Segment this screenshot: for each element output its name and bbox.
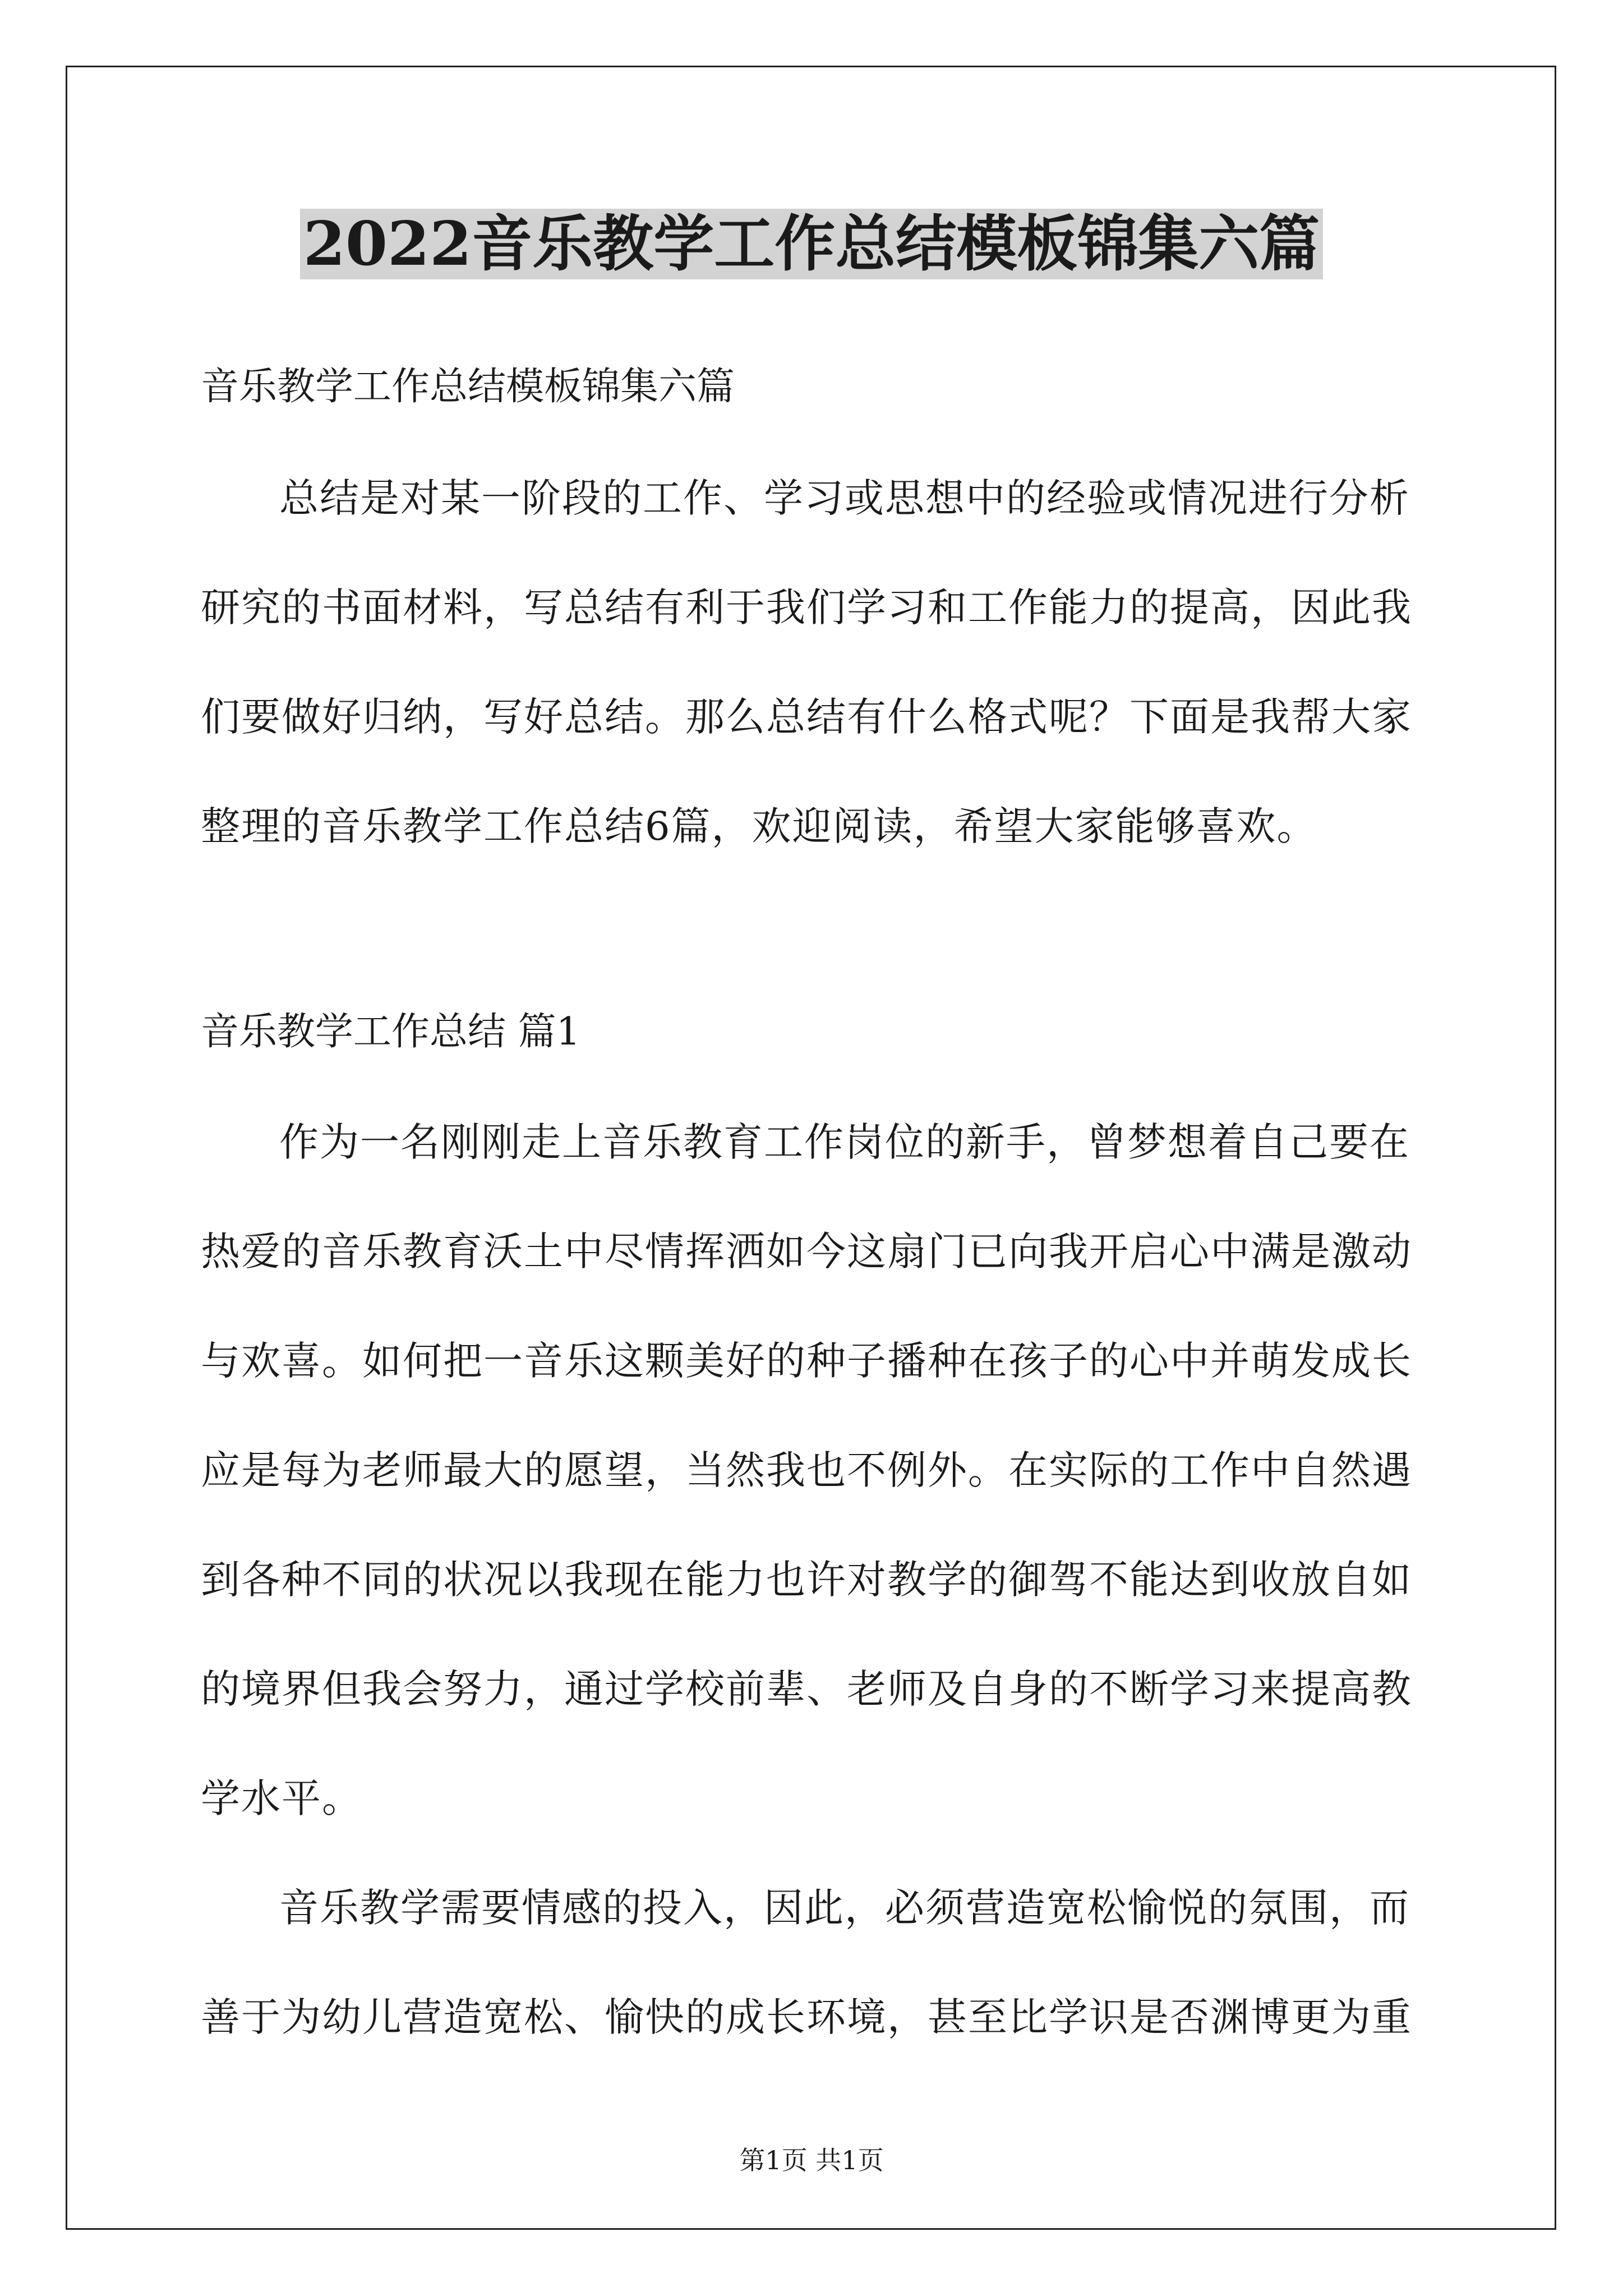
section-heading: 音乐教学工作总结 篇1 [201,1010,580,1054]
section-para1-line-7: 学水平。 [201,1775,362,1821]
intro-line-3: 们要做好归纳，写好总结。那么总结有什么格式呢？下面是我帮大家 [201,694,1412,740]
document-subtitle: 音乐教学工作总结模板锦集六篇 [201,365,735,409]
section-para1-line-5: 到各种不同的状况以我现在能力也许对教学的御驾不能达到收放自如 [201,1557,1412,1603]
section-para1-line-4: 应是每为老师最大的愿望，当然我也不例外。在实际的工作中自然遇 [201,1447,1412,1493]
section-para1-line-2: 热爱的音乐教育沃土中尽情挥洒如今这扇门已向我开启心中满是激动 [201,1228,1412,1274]
intro-line-1: 总结是对某一阶段的工作、学习或思想中的经验或情况进行分析 [279,475,1410,521]
section-para2-line-1: 音乐教学需要情感的投入，因此，必须营造宽松愉悦的氛围，而 [279,1885,1410,1931]
section-para1-line-6: 的境界但我会努力，通过学校前辈、老师及自身的不断学习来提高教 [201,1666,1412,1712]
section-para1-line-3: 与欢喜。如何把一音乐这颗美好的种子播种在孩子的心中并萌发成长 [201,1338,1412,1384]
intro-line-2: 研究的书面材料，写总结有利于我们学习和工作能力的提高，因此我 [201,585,1412,631]
section-para2-line-2: 善于为幼儿营造宽松、愉快的成长环境，甚至比学识是否渊博更为重 [201,1994,1412,2040]
intro-line-4: 整理的音乐教学工作总结6篇，欢迎阅读，希望大家能够喜欢。 [201,803,1317,849]
page-number: 第1页 共1页 [739,2145,884,2175]
document-title [0,202,1623,286]
section-para1-line-1: 作为一名刚刚走上音乐教育工作岗位的新手，曾梦想着自己要在 [279,1119,1410,1165]
document-title-text: 2022音乐教学工作总结模板锦集六篇 [300,209,1324,279]
